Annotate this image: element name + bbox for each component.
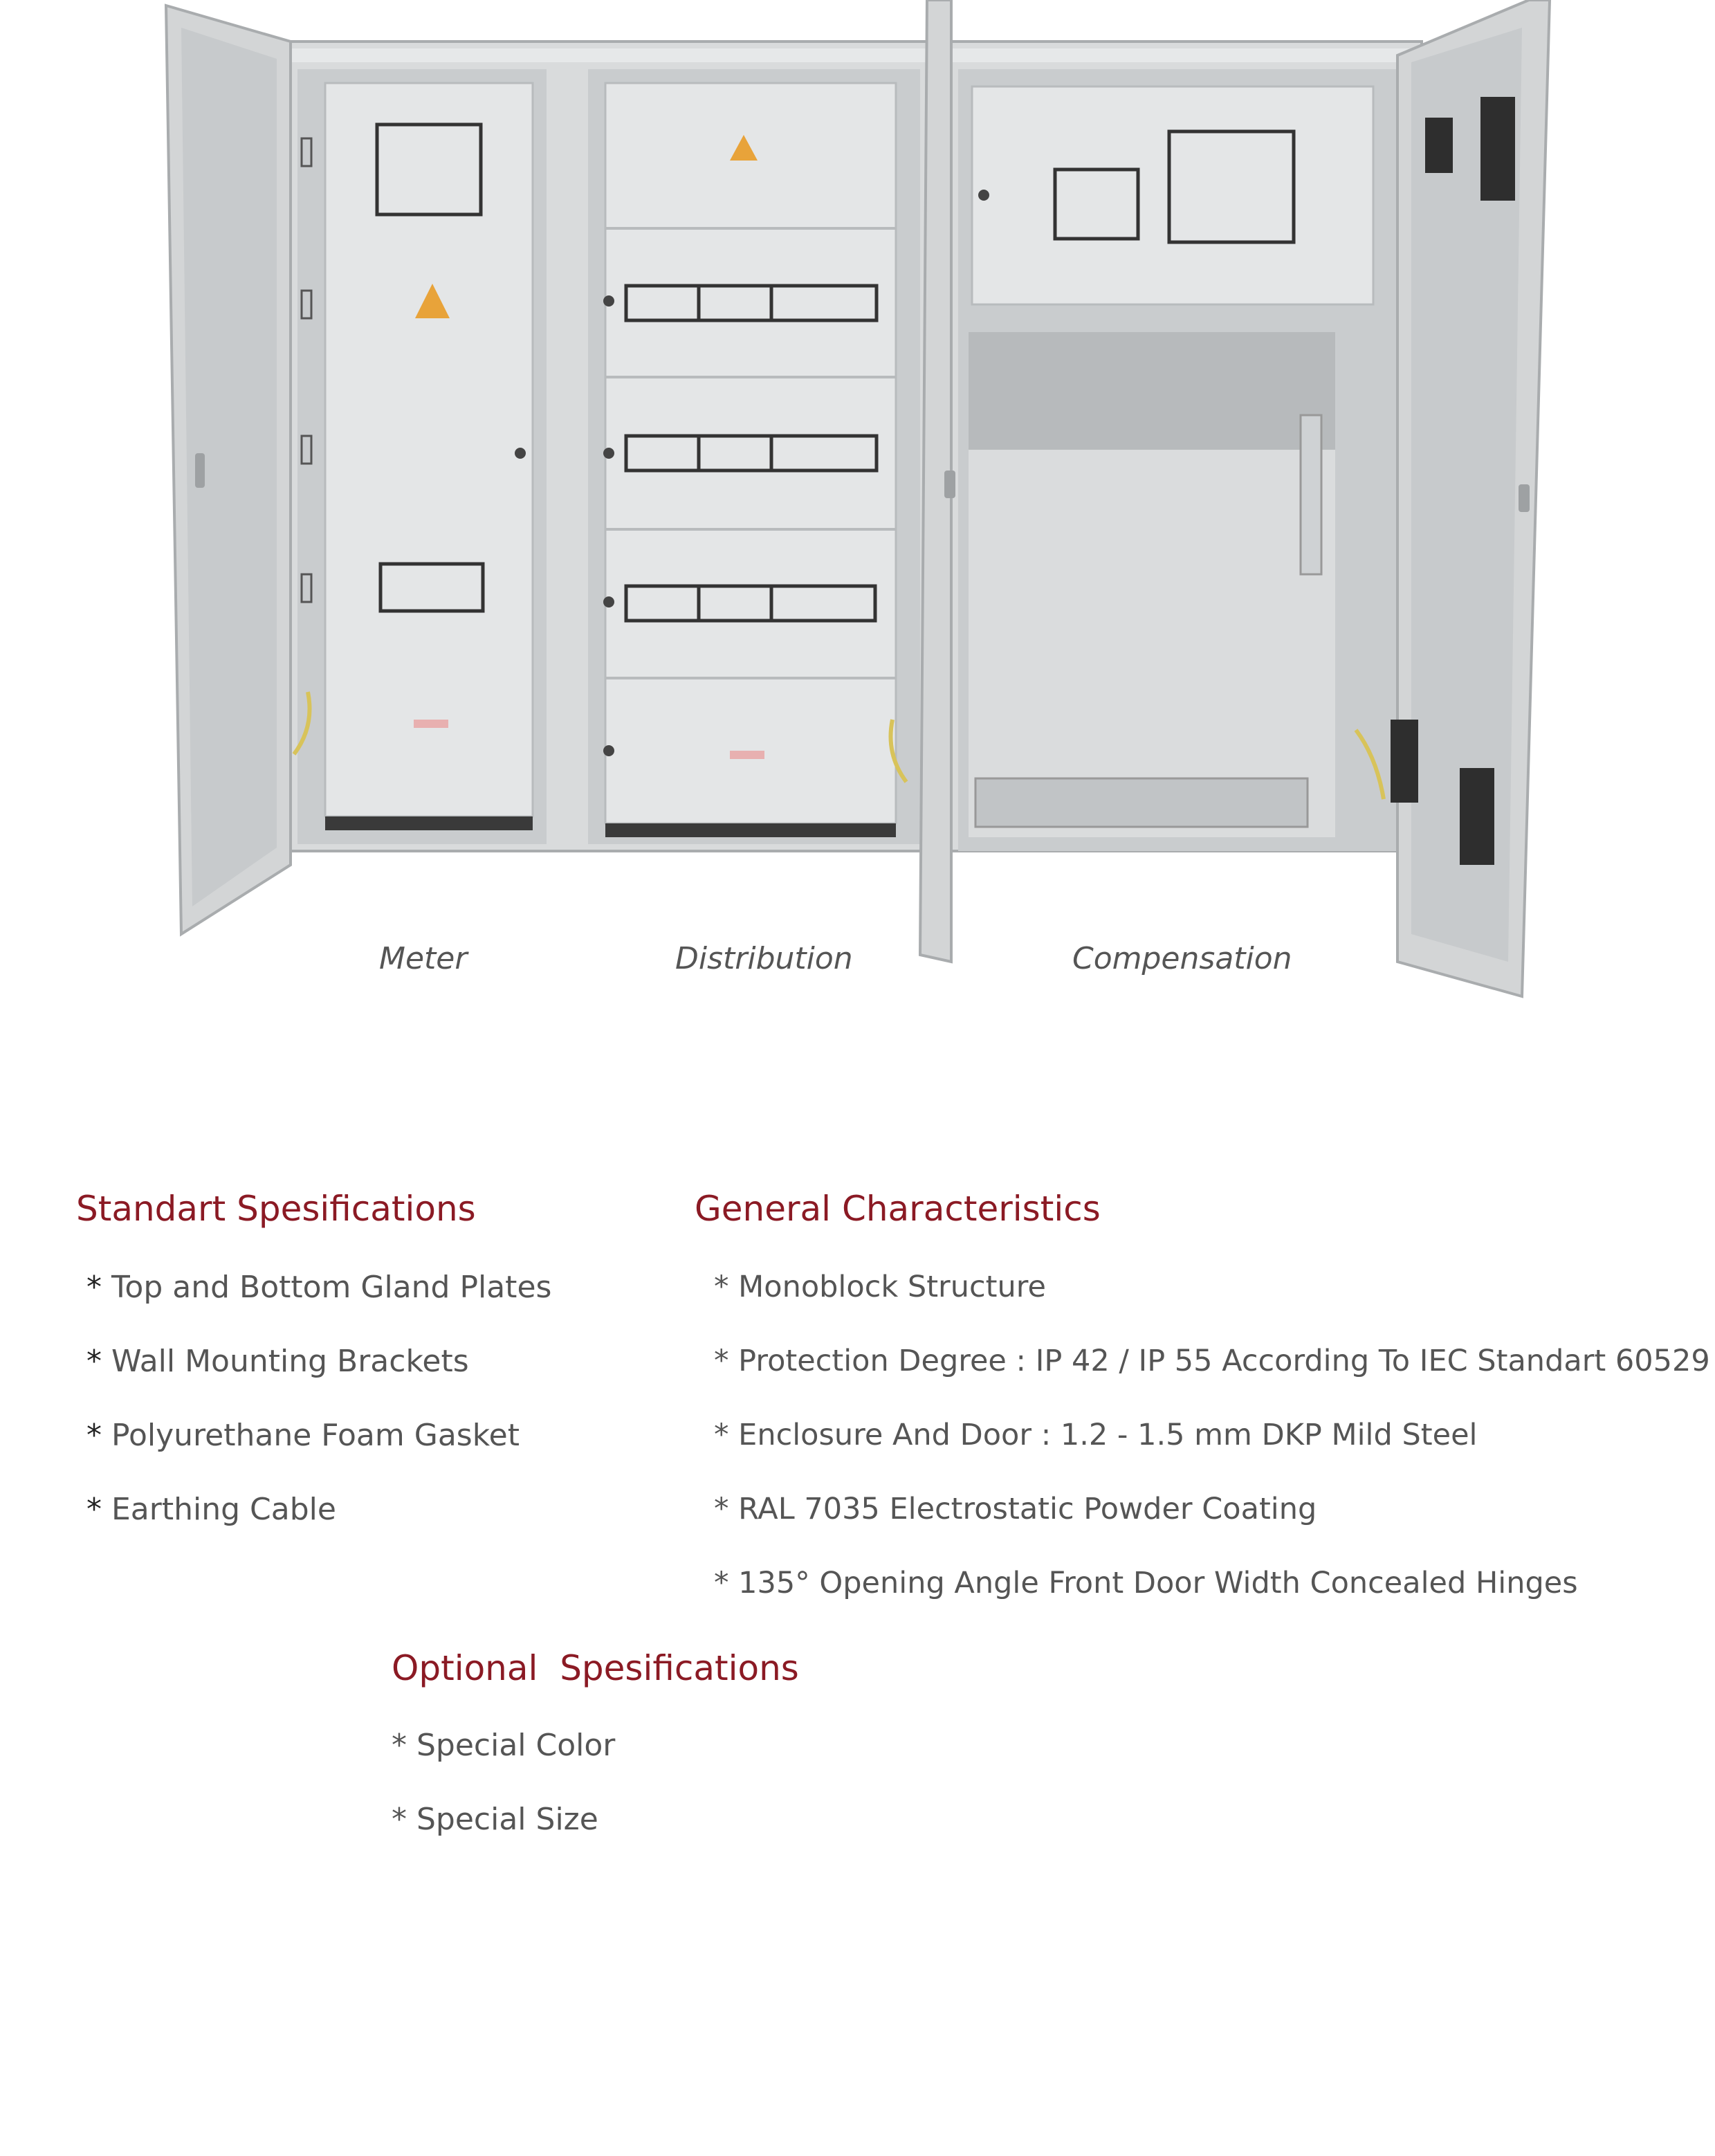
list-item: * Enclosure And Door : 1.2 - 1.5 mm DKP Mild Steel <box>714 1418 1478 1452</box>
optional-specs-list <box>392 1728 615 1876</box>
list-item: * Top and Bottom Gland Plates <box>86 1270 552 1305</box>
general-characteristics-title: General Characteristics <box>695 1189 1101 1229</box>
meter-panel <box>325 83 533 816</box>
compensation-panel <box>972 86 1373 304</box>
distribution-panel <box>605 83 896 823</box>
list-item: * RAL 7035 Electrostatic Powder Coating <box>714 1492 1317 1526</box>
caption-distribution: Distribution <box>675 941 853 976</box>
optional-specs-title: Optional Spesifications <box>392 1648 799 1688</box>
list-item: * Earthing Cable <box>86 1492 336 1527</box>
list-item: * Protection Degree : IP 42 / IP 55 According To IEC Standart 60529 <box>714 1344 1710 1378</box>
list-item: * Monoblock Structure <box>714 1270 1046 1304</box>
list-item: * Polyurethane Foam Gasket <box>86 1418 520 1453</box>
list-item: * Wall Mounting Brackets <box>86 1344 469 1379</box>
standard-specs-list <box>86 1270 551 1566</box>
standard-specs-title: Standart Spesifications <box>76 1189 476 1229</box>
list-item: * 135° Opening Angle Front Door Width Concealed Hinges <box>714 1566 1578 1600</box>
caption-compensation: Compensation <box>1072 941 1292 976</box>
caption-meter: Meter <box>379 941 468 976</box>
enclosure-product-image <box>0 0 1715 1010</box>
general-characteristics-list <box>714 1270 1710 1640</box>
list-item: * Special Size <box>392 1802 598 1837</box>
list-item: * Special Color <box>392 1728 616 1763</box>
